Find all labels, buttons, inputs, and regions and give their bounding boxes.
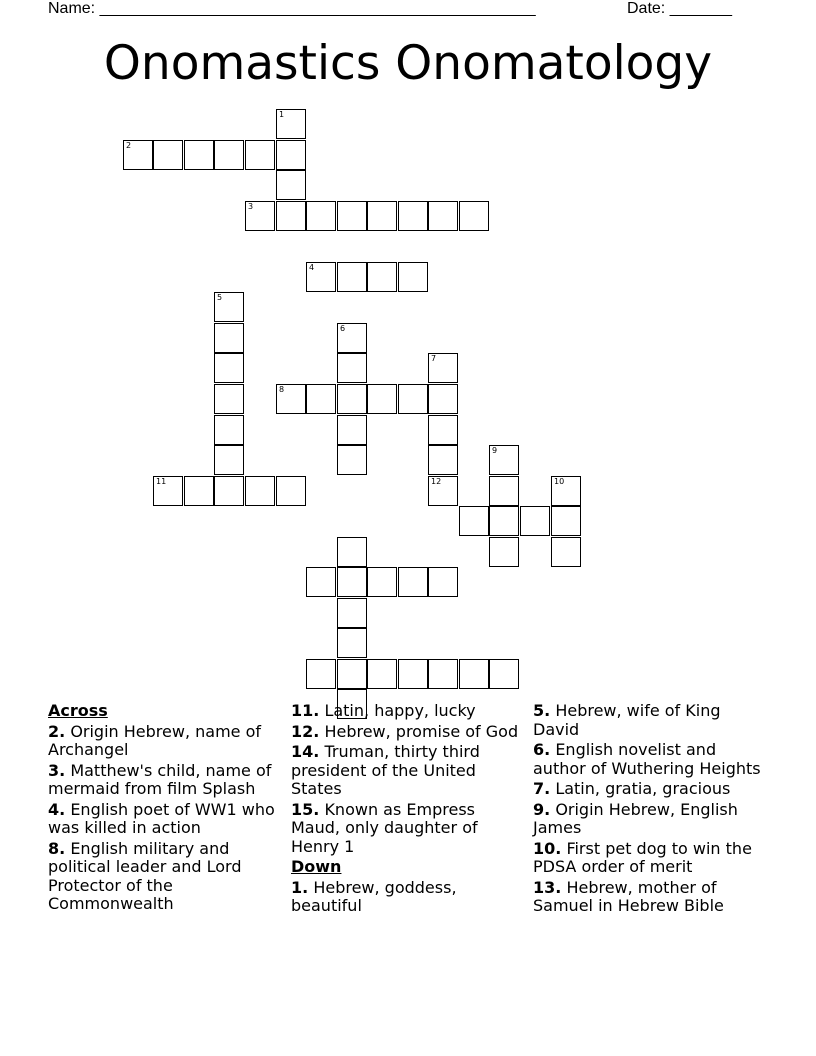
crossword-cell[interactable] — [551, 476, 581, 506]
crossword-cell[interactable] — [459, 201, 489, 231]
clue-item-text: Matthew's child, name of mermaid from film Splash — [48, 760, 272, 798]
clue-item-number: 3. — [48, 760, 66, 780]
clue-item-text: Hebrew, promise of God — [324, 721, 519, 741]
clue-item-text: Latin, gratia, gracious — [555, 779, 731, 798]
crossword-cell[interactable] — [306, 659, 336, 689]
crossword-cell[interactable] — [428, 659, 458, 689]
clue-number: 2 — [126, 141, 132, 150]
crossword-cell[interactable] — [276, 109, 306, 139]
clue-item-number: 13. — [533, 877, 562, 897]
crossword-cell[interactable] — [489, 537, 519, 567]
down-clue-list-continued — [533, 702, 765, 916]
crossword-cell[interactable] — [489, 659, 519, 689]
clue-item-text: Hebrew, goddess, beautiful — [291, 877, 457, 915]
crossword-cell[interactable] — [428, 476, 458, 506]
crossword-cell[interactable] — [306, 567, 336, 597]
clue-item — [533, 840, 765, 877]
down-clue-list — [291, 879, 523, 916]
crossword-cell[interactable] — [459, 659, 489, 689]
crossword-cell[interactable] — [489, 506, 519, 536]
clues-column-1 — [48, 702, 280, 916]
clue-number: 11 — [156, 477, 167, 486]
crossword-cell[interactable] — [398, 262, 428, 292]
clue-item — [48, 801, 280, 838]
clue-item-text: English novelist and author of Wuthering Heights — [533, 740, 761, 778]
crossword-cell[interactable] — [337, 415, 367, 445]
crossword-cell[interactable] — [367, 659, 397, 689]
crossword-cell[interactable] — [337, 598, 367, 628]
crossword-cell[interactable] — [337, 537, 367, 567]
clue-item-text: English poet of WW1 who was killed in action — [48, 799, 275, 837]
crossword-cell[interactable] — [367, 262, 397, 292]
crossword-cell[interactable] — [123, 140, 153, 170]
clue-number: 10 — [554, 477, 565, 486]
across-heading: Across — [48, 701, 108, 720]
clue-number: 6 — [340, 324, 346, 333]
clue-item-text: Known as Empress Maud, only daughter of Henry 1 — [291, 799, 478, 856]
clue-item-text: Origin Hebrew, name of Archangel — [48, 721, 261, 759]
clue-item — [291, 702, 523, 721]
crossword-cell[interactable] — [214, 476, 244, 506]
clue-item-number: 6. — [533, 740, 551, 759]
clue-number: 4 — [309, 263, 315, 272]
crossword-cell[interactable] — [367, 384, 397, 414]
crossword-cell[interactable] — [428, 384, 458, 414]
clue-item-number: 5. — [533, 701, 551, 720]
crossword-cell[interactable] — [367, 201, 397, 231]
crossword-cell[interactable] — [184, 476, 214, 506]
clues-column-3 — [533, 702, 765, 918]
clue-item — [48, 840, 280, 914]
clue-number: 3 — [248, 202, 254, 211]
crossword-cell[interactable] — [214, 140, 244, 170]
crossword-cell[interactable] — [337, 628, 367, 658]
date-field-label: Date: _______ — [627, 0, 732, 17]
clue-item — [533, 801, 765, 838]
crossword-cell[interactable] — [337, 659, 367, 689]
clue-item-number: 15. — [291, 799, 320, 819]
crossword-cell[interactable] — [276, 140, 306, 170]
clue-item-number: 11. — [291, 701, 320, 720]
crossword-cell[interactable] — [245, 140, 275, 170]
crossword-cell[interactable] — [337, 445, 367, 475]
crossword-cell[interactable] — [337, 567, 367, 597]
clue-item-number: 9. — [533, 799, 551, 819]
crossword-cell[interactable] — [214, 384, 244, 414]
page-title: Onomastics Onomatology — [103, 36, 713, 91]
crossword-cell[interactable] — [153, 140, 183, 170]
crossword-cell[interactable] — [337, 201, 367, 231]
clue-item — [291, 743, 523, 799]
clue-item-number: 10. — [533, 838, 562, 858]
crossword-cell[interactable] — [551, 506, 581, 536]
crossword-cell[interactable] — [337, 384, 367, 414]
clue-number: 12 — [431, 477, 442, 486]
crossword-cell[interactable] — [398, 659, 428, 689]
clue-item-number: 1. — [291, 877, 309, 897]
crossword-cell[interactable] — [398, 201, 428, 231]
crossword-cell[interactable] — [153, 476, 183, 506]
crossword-cell[interactable] — [428, 201, 458, 231]
crossword-cell[interactable] — [276, 384, 306, 414]
clue-item-number: 14. — [291, 742, 320, 761]
crossword-cell[interactable] — [337, 323, 367, 353]
across-clue-list — [48, 723, 280, 914]
crossword-cell[interactable] — [214, 353, 244, 383]
crossword-cell[interactable] — [337, 262, 367, 292]
crossword-cell[interactable] — [276, 201, 306, 231]
clue-number: 7 — [431, 354, 437, 363]
crossword-cell[interactable] — [306, 384, 336, 414]
clue-item-number: 7. — [533, 779, 551, 798]
crossword-cell[interactable] — [551, 537, 581, 567]
crossword-cell[interactable] — [398, 384, 428, 414]
clue-number: 5 — [217, 293, 223, 302]
clue-item-text: Truman, thirty third president of the United States — [291, 742, 480, 798]
clue-item — [533, 702, 765, 739]
clue-item-number: 12. — [291, 721, 320, 741]
crossword-cell[interactable] — [337, 353, 367, 383]
crossword-cell[interactable] — [520, 506, 550, 536]
crossword-cell[interactable] — [245, 201, 275, 231]
crossword-cell[interactable] — [276, 170, 306, 200]
crossword-cell[interactable] — [428, 415, 458, 445]
crossword-cell[interactable] — [489, 476, 519, 506]
clue-item-text: English military and political leader and Lord Protector of the Commonwealth — [48, 838, 242, 913]
clues-column-2 — [291, 702, 523, 918]
clue-item — [533, 741, 765, 778]
crossword-cell[interactable] — [489, 445, 519, 475]
crossword-cell[interactable] — [245, 476, 275, 506]
clue-item — [291, 801, 523, 857]
clue-item — [533, 879, 765, 916]
crossword-cell[interactable] — [398, 567, 428, 597]
clue-item-text: Origin Hebrew, English James — [533, 799, 738, 837]
clue-number: 8 — [279, 385, 285, 394]
clue-item — [291, 879, 523, 916]
clue-number: 9 — [492, 446, 498, 455]
clue-item — [291, 723, 523, 742]
crossword-cell[interactable] — [214, 323, 244, 353]
clue-item-number: 2. — [48, 721, 66, 741]
crossword-cell[interactable] — [459, 506, 489, 536]
crossword-cell[interactable] — [428, 353, 458, 383]
crossword-cell[interactable] — [184, 140, 214, 170]
crossword-cell[interactable] — [214, 415, 244, 445]
clue-item-text: Hebrew, wife of King David — [533, 701, 721, 739]
name-field-label: Name: _________________________________________________ — [48, 0, 536, 17]
crossword-cell[interactable] — [276, 476, 306, 506]
crossword-cell[interactable] — [214, 445, 244, 475]
clue-item-text: Latin, happy, lucky — [324, 701, 476, 720]
clue-item-text: First pet dog to win the PDSA order of merit — [533, 838, 752, 876]
across-clue-list-continued — [291, 702, 523, 856]
clue-item-number: 8. — [48, 838, 66, 858]
crossword-cell[interactable] — [214, 292, 244, 322]
crossword-cell[interactable] — [367, 567, 397, 597]
down-heading: Down — [291, 857, 342, 876]
clue-item — [533, 780, 765, 799]
clue-item — [48, 762, 280, 799]
crossword-cell[interactable] — [306, 262, 336, 292]
crossword-cell[interactable] — [428, 567, 458, 597]
clue-item-text: Hebrew, mother of Samuel in Hebrew Bible — [533, 877, 724, 915]
clue-number: 1 — [279, 110, 285, 119]
crossword-cell[interactable] — [306, 201, 336, 231]
clue-item-number: 4. — [48, 799, 66, 819]
clue-item — [48, 723, 280, 760]
crossword-cell[interactable] — [428, 445, 458, 475]
